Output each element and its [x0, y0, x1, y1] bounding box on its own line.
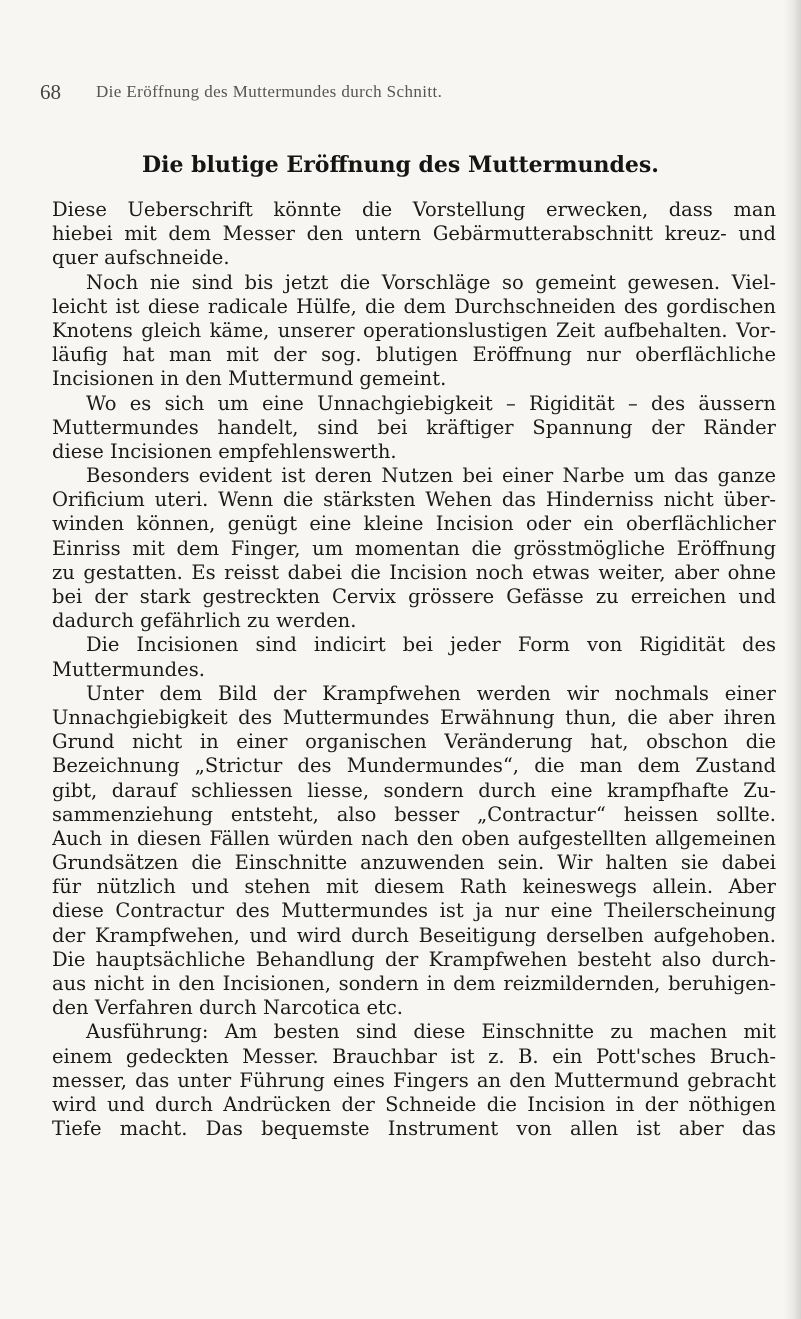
- text-line: Muttermundes.: [52, 657, 205, 681]
- text-line: Die hauptsächliche Behandlung der Krampfwehen besteht also durch-: [52, 947, 776, 971]
- text-line: den Verfahren durch Narcotica etc.: [52, 996, 403, 1020]
- text-line: bei der stark gestreckten Cervix grössere Gefässe zu erreichen und: [52, 585, 776, 608]
- text-line: messer, das unter Führung eines Fingers an den Muttermund gebracht: [52, 1068, 776, 1092]
- text-line: Muttermundes handelt, sind bei kräftiger Spannung der Ränder: [52, 415, 776, 439]
- text-line: Wo es sich um eine Unnachgiebigkeit – Rigidität – des äussern: [86, 391, 776, 415]
- text-line: Grundsätzen die Einschnitte anzuwenden sein. Wir halten sie dabei: [52, 851, 776, 875]
- text-line: Unter dem Bild der Krampfwehen werden wir nochmals einer: [86, 681, 776, 705]
- body-text: [52, 198, 776, 1141]
- text-line: Einriss mit dem Finger, um momentan die grösstmögliche Eröffnung: [52, 536, 776, 560]
- text-line: quer aufschneide.: [52, 246, 230, 270]
- text-line: Bezeichnung „Strictur des Mundermundes“, die man dem Zustand: [52, 754, 776, 778]
- text-line: Auch in diesen Fällen würden nach den oben aufgestellten allgemeinen: [52, 826, 776, 850]
- text-line: leicht ist diese radicale Hülfe, die dem Durchschneiden des gordischen: [52, 294, 776, 318]
- running-header-title: Die Eröffnung des Muttermundes durch Schnitt.: [96, 82, 443, 101]
- section-heading: Die blutige Eröffnung des Muttermundes.: [142, 152, 659, 178]
- text-line: dadurch gefährlich zu werden.: [52, 609, 357, 633]
- text-line: Besonders evident ist deren Nutzen bei einer Narbe um das ganze: [86, 464, 776, 488]
- text-line: sammenziehung entsteht, also besser „Contractur“ heissen sollte.: [52, 802, 776, 826]
- text-line: einem gedeckten Messer. Brauchbar ist z. B. ein Pott'sches Bruch-: [52, 1044, 776, 1068]
- text-line: Unnachgiebigkeit des Muttermundes Erwähnung thun, die aber ihren: [52, 705, 776, 729]
- text-line: zu gestatten. Es reisst dabei die Incision noch etwas weiter, aber ohne: [52, 560, 776, 584]
- text-line: Orificium uteri. Wenn die stärksten Wehen das Hinderniss nicht über-: [52, 488, 776, 512]
- text-line: hiebei mit dem Messer den untern Gebärmutterabschnitt kreuz- und: [52, 222, 776, 246]
- text-line: Knotens gleich käme, unserer operationslustigen Zeit aufbehalten. Vor-: [52, 318, 776, 342]
- text-line: läufig hat man mit der sog. blutigen Eröffnung nur oberflächliche: [52, 343, 776, 367]
- text-line: Incisionen in den Muttermund gemeint.: [52, 367, 447, 391]
- text-line: für nützlich und stehen mit diesem Rath keineswegs allein. Aber: [52, 875, 776, 899]
- text-line: Grund nicht in einer organischen Veränderung hat, obschon die: [52, 730, 776, 754]
- text-line: gibt, darauf schliessen liesse, sondern durch eine krampfhafte Zu-: [52, 778, 776, 802]
- text-line: aus nicht in den Incisionen, sondern in dem reizmildernden, beruhigen-: [52, 972, 776, 995]
- text-line: der Krampfwehen, und wird durch Beseitigung derselben aufgehoben.: [52, 923, 776, 947]
- page-edge-shadow: [783, 0, 801, 1319]
- text-line: Tiefe macht. Das bequemste Instrument von allen ist aber das: [52, 1117, 776, 1141]
- text-line: wird und durch Andrücken der Schneide die Incision in der nöthigen: [52, 1092, 776, 1116]
- text-line: winden können, genügt eine kleine Incision oder ein oberflächlicher: [52, 512, 776, 536]
- text-line: Noch nie sind bis jetzt die Vorschläge so gemeint gewesen. Viel-: [86, 270, 776, 294]
- text-line: Die Incisionen sind indicirt bei jeder Form von Rigidität des: [86, 633, 776, 657]
- text-line: diese Contractur des Muttermundes ist ja nur eine Theilerscheinung: [52, 899, 776, 923]
- page-number: 68: [40, 80, 61, 104]
- text-line: Ausführung: Am besten sind diese Einschnitte zu machen mit: [86, 1020, 776, 1044]
- running-head: [40, 80, 760, 114]
- text-line: Diese Ueberschrift könnte die Vorstellung erwecken, dass man: [52, 198, 776, 221]
- text-line: diese Incisionen empfehlenswerth.: [52, 439, 397, 463]
